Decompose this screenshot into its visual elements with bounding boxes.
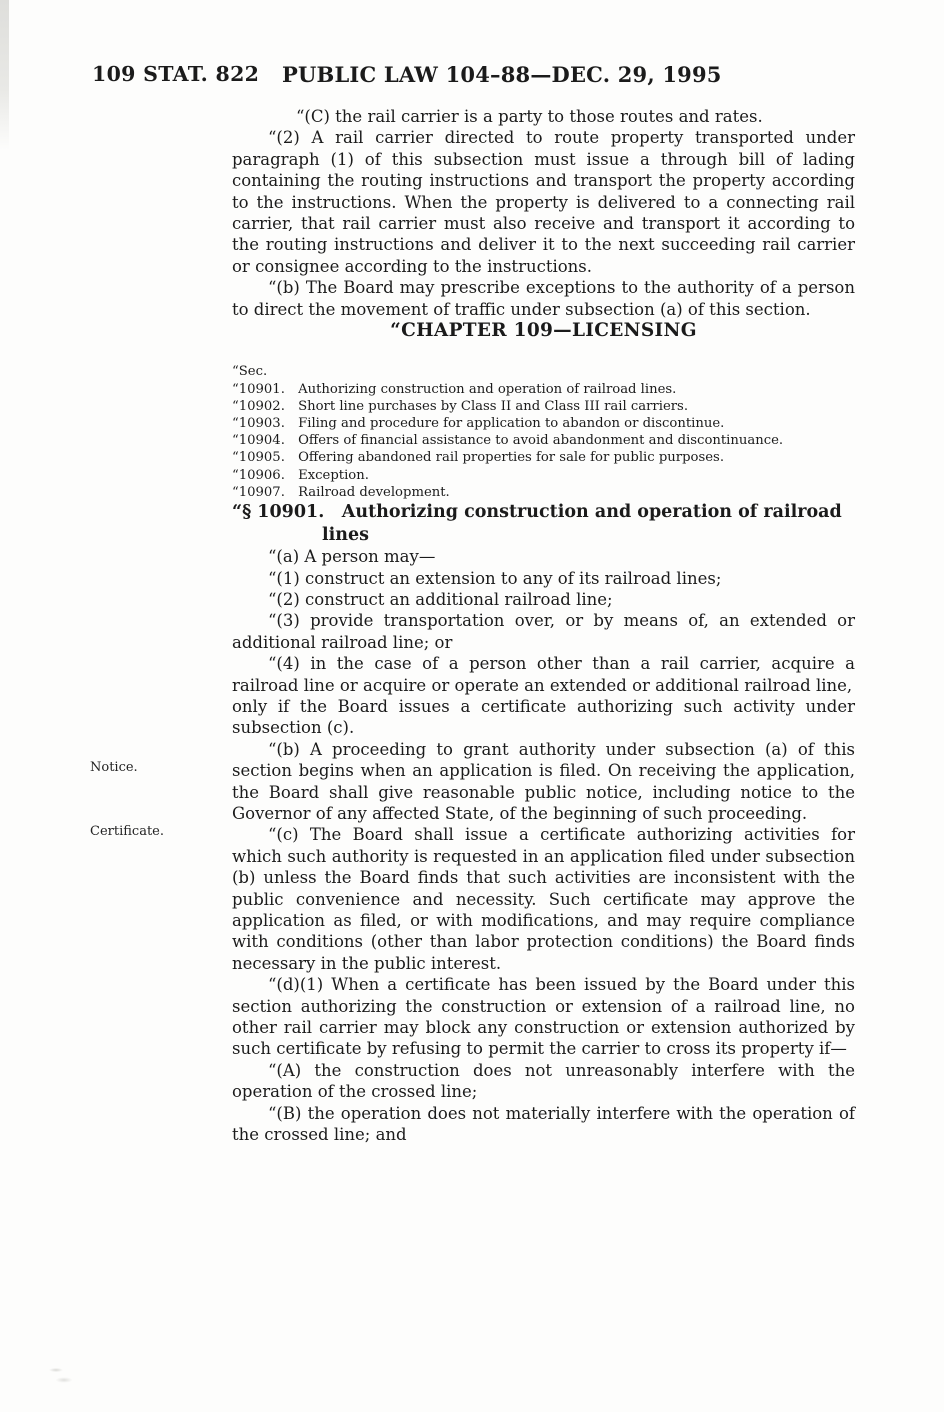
stat-page-number: 109 STAT. 822 bbox=[92, 62, 260, 86]
subsection-a-item-4: “(4) in the case of a person other than a rail carrier, acquire a railroad line or acquire or operate an extended or additional railroad line, bbox=[232, 654, 855, 695]
toc-sec-label: “Sec. bbox=[232, 364, 268, 380]
subsection-a-closing: only if the Board issues a certificate authorizing such activity under subsection (c). bbox=[232, 696, 855, 738]
subsection-c-text: “(c) The Board shall issue a certificate authorizing activities for which such authority is requested in an application filed under subsection (b) unless the Board finds that such activities are inconsistent with the public convenience and necessity. Such certificate may approve the application as filed, or with modifications, and may require compliance with conditions (other than labor protection conditions) the Board finds necessary in the public interest. bbox=[232, 825, 855, 973]
toc-item-10903: “10903. Filing and procedure for application to abandon or discontinue. bbox=[232, 416, 725, 432]
chapter-heading: “CHAPTER 109—LICENSING bbox=[390, 320, 697, 342]
toc-item-10906: “10906. Exception. bbox=[232, 467, 369, 483]
subsection-a-item-3: “(3) provide transportation over, or by means of, an extended or additional railroad line; or bbox=[232, 611, 855, 652]
running-header bbox=[0, 62, 944, 92]
subsection-c bbox=[90, 824, 855, 974]
scan-smudge-artifact bbox=[48, 1366, 78, 1386]
subsection-a-intro: “(a) A person may— bbox=[268, 547, 436, 567]
paragraph-C: “(C) the rail carrier is a party to those routes and rates. bbox=[296, 107, 763, 126]
margin-note-notice: Notice. bbox=[90, 759, 138, 775]
statute-text-column bbox=[90, 106, 855, 1145]
section-table-of-contents bbox=[232, 363, 855, 501]
subsection-b-text: “(b) A proceeding to grant authority under subsection (a) of this section begins when an application is filed. On receiving the application, the Board shall give reasonable public notice, including notice to the Governor of any affected State, of the beginning of such proceeding. bbox=[232, 739, 855, 823]
subsection-b bbox=[90, 739, 855, 825]
toc-item-10904: “10904. Offers of financial assistance to avoid abandonment and discontinuance. bbox=[232, 433, 784, 449]
public-law-title: PUBLIC LAW 104–88—DEC. 29, 1995 bbox=[282, 62, 722, 87]
subsection-a-item-2: “(2) construct an additional railroad line; bbox=[268, 589, 613, 609]
toc-item-10902: “10902. Short line purchases by Class II and Class III rail carriers. bbox=[232, 398, 689, 414]
toc-item-10907: “10907. Railroad development. bbox=[232, 484, 450, 500]
section-10901-heading: “§ 10901. Authorizing construction and operation of railroad lines bbox=[232, 502, 842, 545]
margin-note-certificate: Certificate. bbox=[90, 824, 164, 840]
subsection-d-item-A: “(A) the construction does not unreasonably interfere with the operation of the crossed line; bbox=[232, 1060, 855, 1102]
subsection-a-item-1: “(1) construct an extension to any of its railroad lines; bbox=[268, 568, 722, 588]
toc-item-10901: “10901. Authorizing construction and operation of railroad lines. bbox=[232, 381, 677, 397]
paragraph-b-intro: “(b) The Board may prescribe exceptions to the authority of a person to direct the movement of traffic under subsection (a) of this section. bbox=[232, 278, 855, 319]
subsection-d: “(d)(1) When a certificate has been issued by the Board under this section authorizing the construction or extension of a railroad line, no other rail carrier may block any construction or extension authorized by such certificate by refusing to permit the carrier to cross its property if— bbox=[232, 975, 855, 1059]
subsection-d-item-B: “(B) the operation does not materially interfere with the operation of the crossed line; and bbox=[232, 1103, 855, 1145]
paragraph-2: “(2) A rail carrier directed to route property transported under paragraph (1) of this subsection must issue a through bill of lading containing the routing instructions and transport the property according to the instructions. When the property is delivered to a connecting rail carrier, that rail carrier must also receive and transport it according to the routing instructions and deliver it to the next succeeding rail carrier or consignee according to the instructions. bbox=[232, 128, 855, 276]
toc-item-10905: “10905. Offering abandoned rail properties for sale for public purposes. bbox=[232, 450, 725, 466]
